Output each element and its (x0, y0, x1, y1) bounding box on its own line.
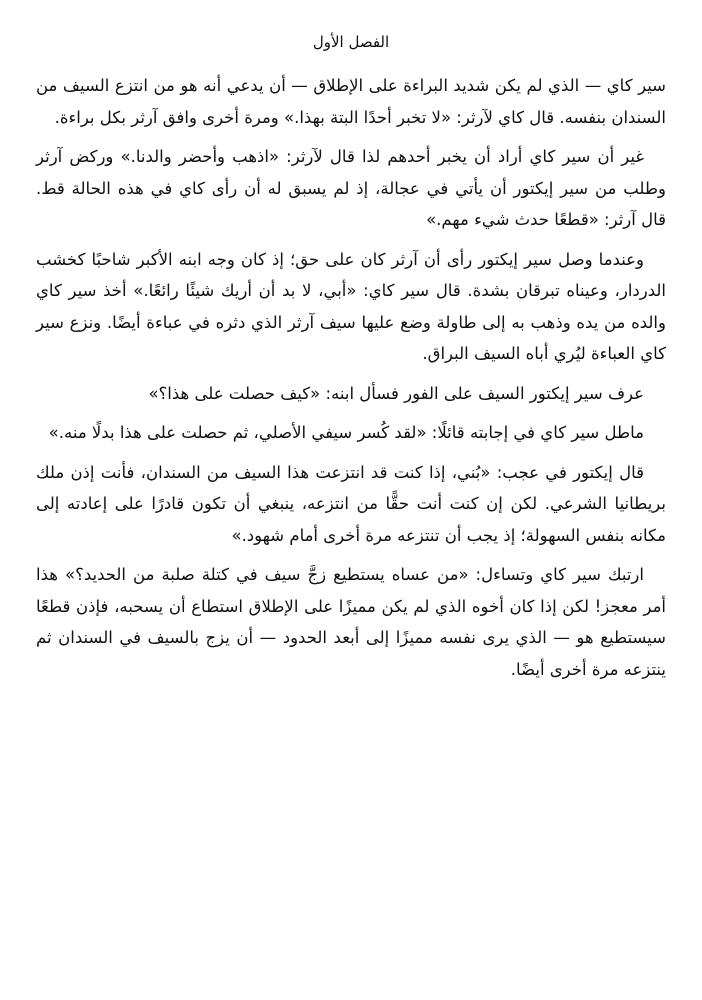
paragraph: ماطل سير كاي في إجابته قائلًا: «لقد كُسر سيفي الأصلي، ثم حصلت على هذا بدلًا منه.» (48, 423, 644, 442)
paragraph: قال إيكتور في عجب: «بُني، إذا كنت قد انتزعت هذا السيف من السندان، فأنت إذن ملك بريطانيا الشرعي. لكن إن كنت أنت حقًّا من انتزعه، ينبغي أن تكون قادرًا على إعادته إلى مكانه بنفس السهولة؛ إذ يجب أن تنتزعه مرة أخرى أمام شهود.» (36, 462, 666, 545)
paragraph: ارتبك سير كاي وتساءل: «من عساه يستطيع زجَّ سيف في كتلة صلبة من الحديد؟» هذا أمر معجز! لكن إذا كان أخوه الذي لم يكن مميزًا على الإطلاق استطاع أن يسحبه، فإذن قطعًا سيستطيع هو — الذي يرى نفسه مميزًا إلى أبعد الحدود — أن يزج بالسيف في السندان ثم ينتزعه مرة أخرى أيضًا. (36, 565, 666, 679)
document-page (36, 28, 666, 693)
paragraph: وعندما وصل سير إيكتور رأى أن آرثر كان على حق؛ إذ كان وجه ابنه الأكبر شاحبًا كخشب الدردار، وعيناه تبرقان بشدة. قال سير كاي: «أبي، لا بد أن أريك شيئًا رائعًا.» أخذ سير كاي والده من يده وذهب به إلى طاولة وضع عليها سيف آرثر الذي دثره في عباءة أيضًا. ونزع سير كاي العباءة ليُري أباه السيف البراق. (36, 249, 666, 363)
paragraph: غير أن سير كاي أراد أن يخبر أحدهم لذا قال لآرثر: «اذهب وأحضر والدنا.» وركض آرثر وطلب من سير إيكتور أن يأتي في عجالة، إذ لم يسبق له أن رأى كاي في هذه الحالة قط. قال آرثر: «قطعًا حدث شيء مهم.» (36, 147, 666, 229)
paragraph: عرف سير إيكتور السيف على الفور فسأل ابنه: «كيف حصلت على هذا؟» (148, 383, 644, 403)
paragraph: سير كاي — الذي لم يكن شديد البراءة على الإطلاق — أن يدعي أنه هو من انتزع السيف من السندان بنفسه. قال كاي لآرثر: «لا تخبر أحدًا البتة بهذا.» ومرة أخرى وافق آرثر بكل براءة. (36, 76, 666, 127)
chapter-title: الفصل الأول (312, 33, 390, 51)
body-text (36, 70, 666, 685)
